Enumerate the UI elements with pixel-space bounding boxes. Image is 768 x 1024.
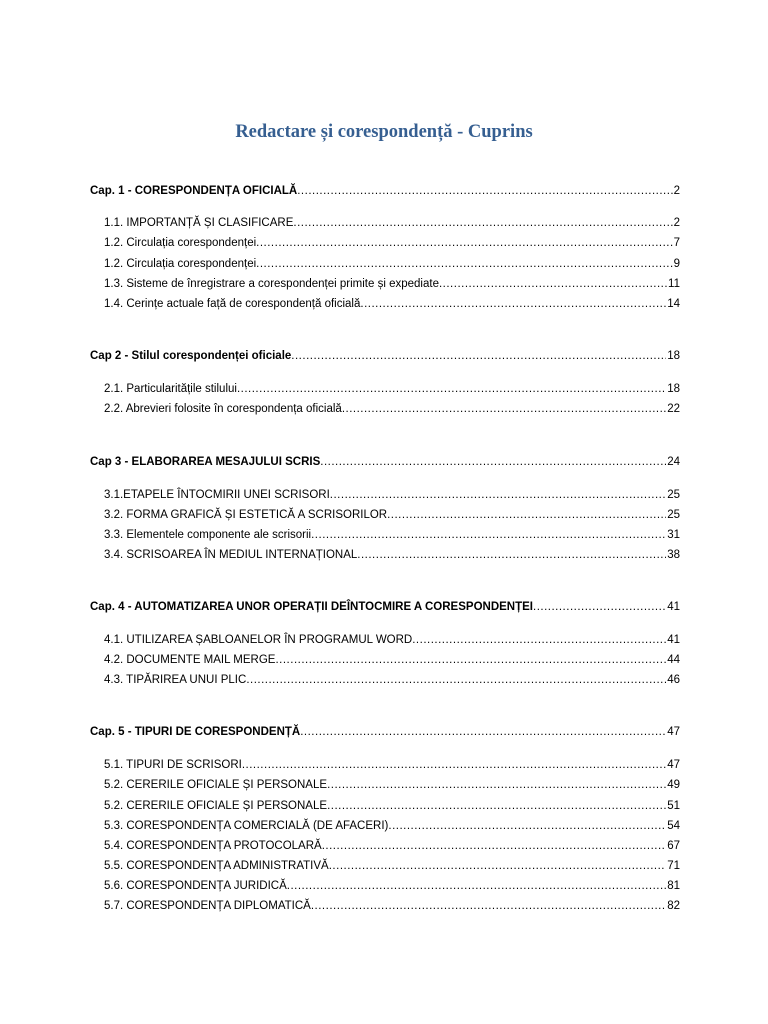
toc-dot-leader xyxy=(293,216,672,230)
toc-dot-leader xyxy=(439,277,667,291)
toc-dot-leader xyxy=(256,257,672,271)
toc-entry-label: Cap 2 - Stilul corespondenței oficiale xyxy=(90,350,292,362)
toc-page-number: 82 xyxy=(667,900,680,912)
toc-entry-label: 3.1.ETAPELE ÎNTOCMIRII UNEI SCRISORI xyxy=(104,489,330,501)
toc-page-number: 47 xyxy=(667,759,680,771)
toc-dot-leader xyxy=(360,297,666,311)
toc-entry-section[interactable] xyxy=(104,837,680,853)
toc-entry-label: 2.2. Abrevieri folosite în corespondența oficială xyxy=(104,403,342,415)
toc-page-number: 18 xyxy=(667,350,680,362)
toc-entry-label: 1.1. IMPORTANȚĂ ȘI CLASIFICARE xyxy=(104,217,294,229)
toc-entry-section[interactable] xyxy=(104,506,680,522)
toc-page-number: 14 xyxy=(667,298,680,310)
toc-page-number: 22 xyxy=(667,403,680,415)
toc-page-number: 46 xyxy=(667,674,680,686)
toc-entry-label: 4.2. DOCUMENTE MAIL MERGE xyxy=(104,654,276,666)
toc-dot-leader xyxy=(242,758,666,772)
toc-dot-leader xyxy=(533,600,666,614)
toc-dot-leader xyxy=(237,382,666,396)
toc-entry-section[interactable] xyxy=(104,817,680,833)
toc-dot-leader xyxy=(342,402,666,416)
toc-dot-leader xyxy=(388,819,666,833)
toc-dot-leader xyxy=(387,508,666,522)
toc-entry-section[interactable] xyxy=(104,651,680,667)
toc-dot-leader xyxy=(275,653,666,667)
toc-page-number: 41 xyxy=(667,634,680,646)
toc-page-number: 41 xyxy=(667,601,680,613)
toc-page-number: 7 xyxy=(673,237,680,249)
toc-entry-chapter-3[interactable] xyxy=(90,453,680,469)
toc-page-number: 47 xyxy=(667,726,680,738)
toc-dot-leader xyxy=(297,184,672,198)
toc-page-number: 49 xyxy=(667,779,680,791)
toc-page-number: 54 xyxy=(667,820,680,832)
toc-entry-label: 5.2. CERERILE OFICIALE ȘI PERSONALE xyxy=(104,779,328,791)
toc-entry-section[interactable] xyxy=(104,486,680,502)
toc-entry-label: 3.4. SCRISOAREA ÎN MEDIUL INTERNAȚIONAL xyxy=(104,549,358,561)
toc-entry-section[interactable] xyxy=(104,546,680,562)
toc-entry-chapter-1[interactable] xyxy=(90,182,680,198)
toc-entry-label: 3.3. Elementele componente ale scrisorii xyxy=(104,529,312,541)
toc-page-number: 24 xyxy=(667,456,680,468)
toc-dot-leader xyxy=(327,778,666,792)
toc-entry-section[interactable] xyxy=(104,214,680,230)
toc-dot-leader xyxy=(357,548,666,562)
toc-entry-section[interactable] xyxy=(104,275,680,291)
toc-page-number: 51 xyxy=(667,800,680,812)
toc-dot-leader xyxy=(320,455,666,469)
toc-entry-section[interactable] xyxy=(104,255,680,271)
toc-entry-label: 2.1. Particularitățile stilului xyxy=(104,383,237,395)
toc-entry-label: 5.7. CORESPONDENȚA DIPLOMATICĂ xyxy=(104,900,311,912)
toc-entry-chapter-5[interactable] xyxy=(90,723,680,739)
toc-entry-label: 4.1. UTILIZAREA ȘABLOANELOR ÎN PROGRAMUL WORD xyxy=(104,634,413,646)
toc-entry-section[interactable] xyxy=(104,526,680,542)
toc-page-number: 38 xyxy=(667,549,680,561)
toc-entry-section[interactable] xyxy=(104,877,680,893)
toc-entry-section[interactable] xyxy=(104,857,680,873)
toc-entry-label: 1.2. Circulația corespondenței xyxy=(104,237,257,249)
toc-page-number: 67 xyxy=(667,840,680,852)
toc-dot-leader xyxy=(300,725,666,739)
toc-entry-label: 5.1. TIPURI DE SCRISORI xyxy=(104,759,242,771)
toc-entry-section[interactable] xyxy=(104,756,680,772)
toc-page-number: 11 xyxy=(668,278,680,290)
toc-page-number: 71 xyxy=(667,860,680,872)
toc-page-number: 31 xyxy=(667,529,680,541)
toc-entry-label: 5.3. CORESPONDENȚA COMERCIALĂ (DE AFACERI) xyxy=(104,820,389,832)
toc-page-number: 9 xyxy=(673,258,680,270)
toc-entry-label: 1.4. Cerințe actuale față de corespondență oficială xyxy=(104,298,361,310)
toc-entry-section[interactable] xyxy=(104,295,680,311)
toc-entry-chapter-2[interactable] xyxy=(90,347,680,363)
toc-dot-leader xyxy=(311,899,666,913)
toc-entry-label: Cap. 4 - AUTOMATIZAREA UNOR OPERAȚII DEÎNTOCMIRE A CORESPONDENȚEI xyxy=(90,601,533,613)
document-title: Redactare și corespondență - Cuprins xyxy=(235,122,533,142)
toc-entry-section[interactable] xyxy=(104,400,680,416)
toc-page-number: 44 xyxy=(667,654,680,666)
toc-entry-label: 5.4. CORESPONDENȚA PROTOCOLARĂ xyxy=(104,840,322,852)
toc-page-number: 18 xyxy=(667,383,680,395)
toc-page-number: 25 xyxy=(667,489,680,501)
toc-entry-chapter-4[interactable] xyxy=(90,598,680,614)
toc-entry-section[interactable] xyxy=(104,631,680,647)
toc-dot-leader xyxy=(322,839,667,853)
toc-entry-section[interactable] xyxy=(104,234,680,250)
toc-dot-leader xyxy=(311,528,666,542)
toc-entry-label: Cap. 5 - TIPURI DE CORESPONDENȚĂ xyxy=(90,726,301,738)
toc-dot-leader xyxy=(412,633,666,647)
toc-entry-label: 1.3. Sisteme de înregistrare a corespondenței primite și expediate xyxy=(104,278,439,290)
toc-entry-label: 5.2. CERERILE OFICIALE ȘI PERSONALE xyxy=(104,800,328,812)
toc-dot-leader xyxy=(256,236,672,250)
toc-dot-leader xyxy=(327,799,666,813)
toc-entry-section[interactable] xyxy=(104,897,680,913)
toc-page-number: 25 xyxy=(667,509,680,521)
toc-entry-label: 3.2. FORMA GRAFICĂ ȘI ESTETICĂ A SCRISORILOR xyxy=(104,509,388,521)
toc-entry-label: Cap. 1 - CORESPONDENȚA OFICIALĂ xyxy=(90,185,298,197)
toc-entry-label: Cap 3 - ELABORAREA MESAJULUI SCRIS xyxy=(90,456,321,468)
toc-dot-leader xyxy=(246,673,666,687)
toc-entry-section[interactable] xyxy=(104,776,680,792)
toc-page-number: 81 xyxy=(667,880,680,892)
toc-entry-label: 1.2. Circulația corespondenței xyxy=(104,258,257,270)
toc-dot-leader xyxy=(330,488,666,502)
toc-entry-section[interactable] xyxy=(104,797,680,813)
toc-dot-leader xyxy=(287,879,666,893)
toc-dot-leader xyxy=(329,859,666,873)
toc-entry-label: 5.5. CORESPONDENȚA ADMINISTRATIVĂ xyxy=(104,860,329,872)
toc-dot-leader xyxy=(291,349,666,363)
toc-entry-section[interactable] xyxy=(104,380,680,396)
toc-entry-section[interactable] xyxy=(104,671,680,687)
toc-entry-label: 5.6. CORESPONDENȚA JURIDICĂ xyxy=(104,880,287,892)
toc-entry-label: 4.3. TIPĂRIREA UNUI PLIC xyxy=(104,674,247,686)
toc-page-number: 2 xyxy=(673,185,680,197)
toc-page-number: 2 xyxy=(673,217,680,229)
